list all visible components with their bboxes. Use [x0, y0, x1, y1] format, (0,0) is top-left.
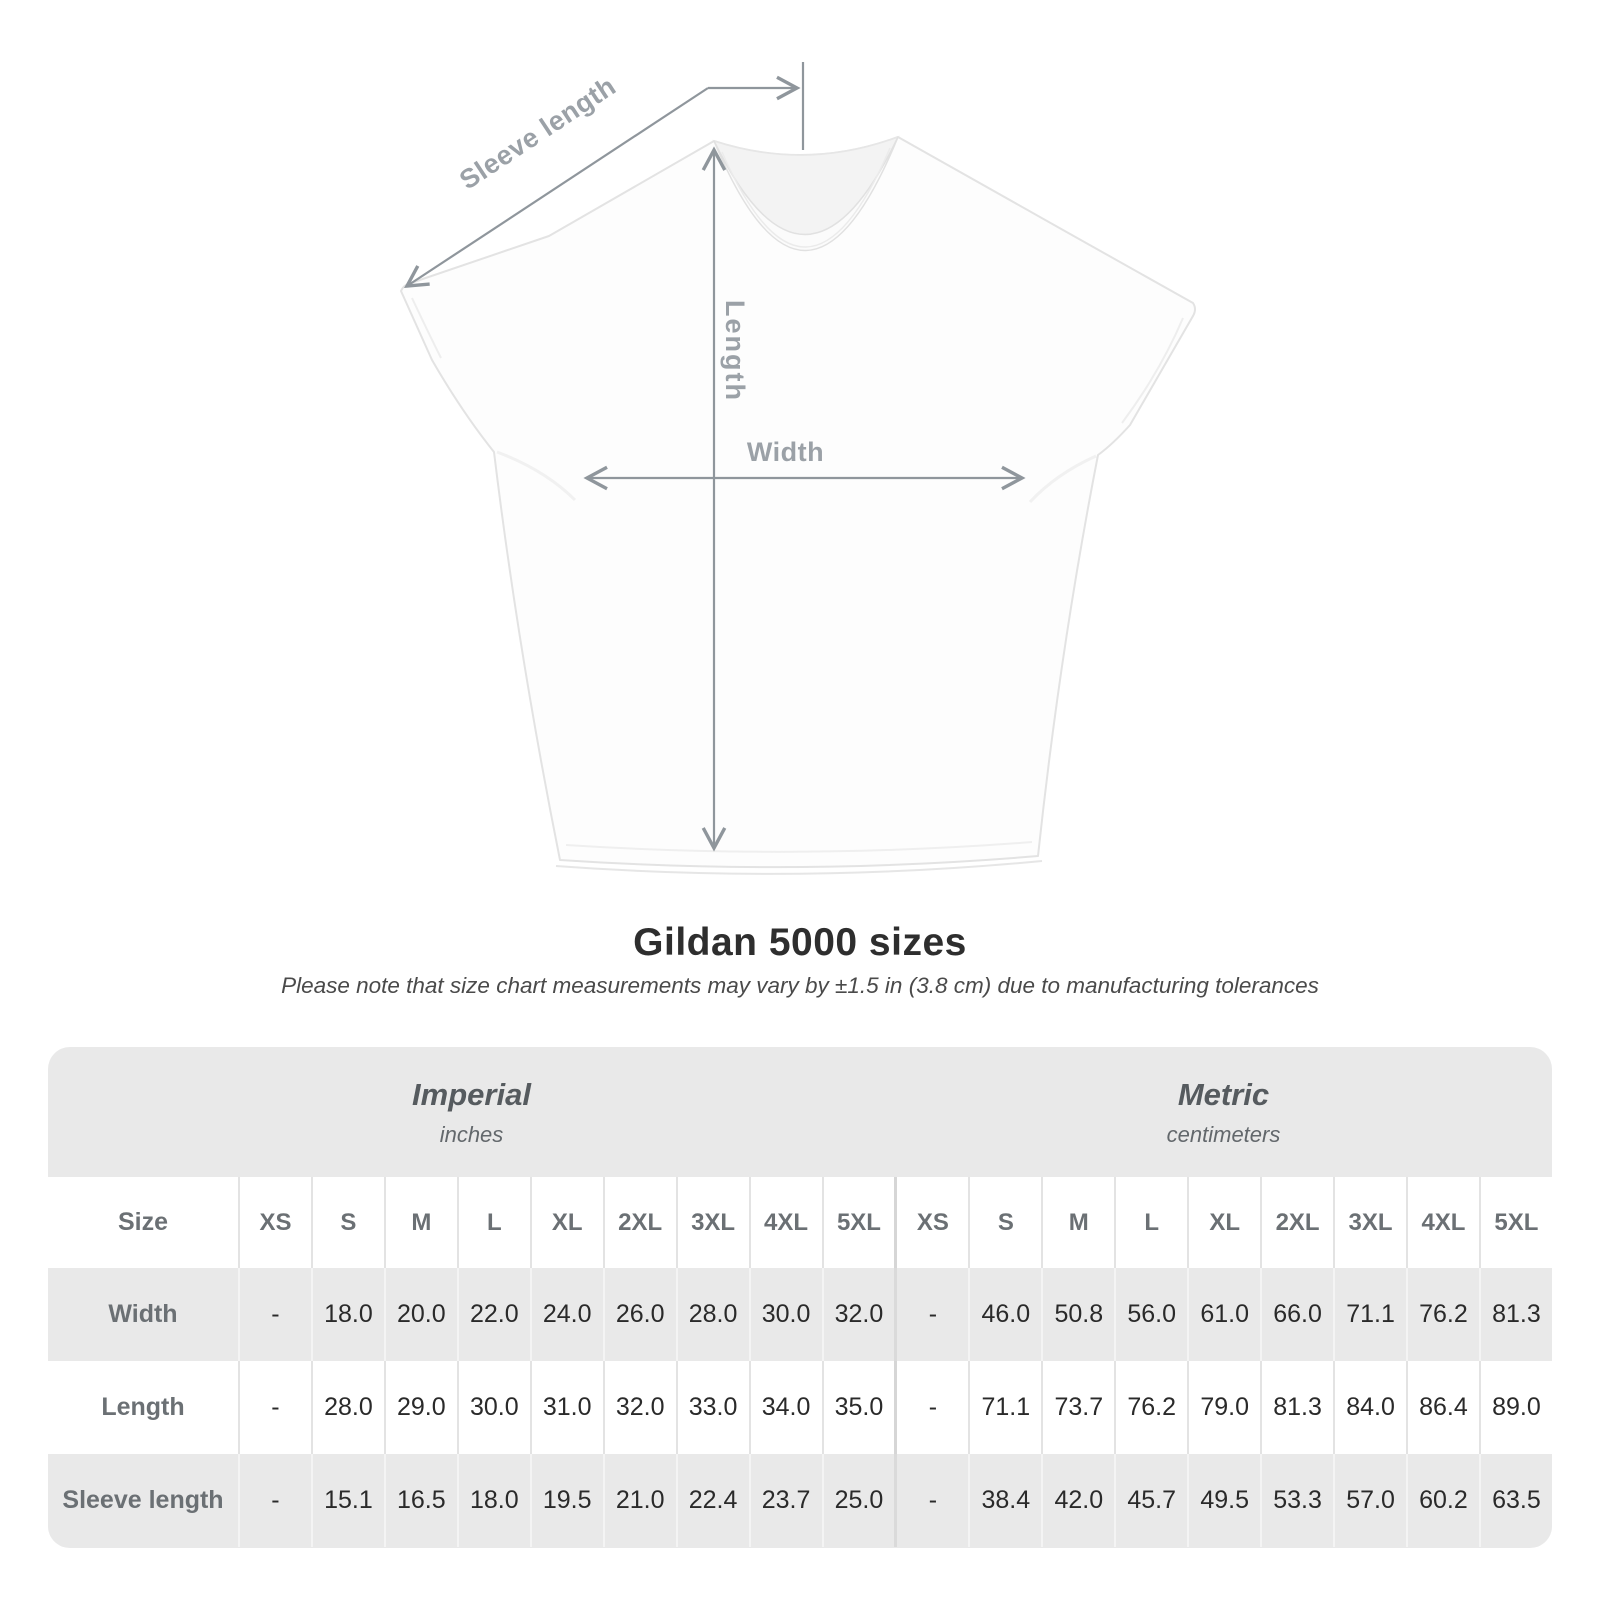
size-column-header: XS — [238, 1177, 311, 1268]
value-cell: 81.3 — [1260, 1361, 1333, 1454]
value-cell: - — [238, 1454, 311, 1547]
value-cell: 53.3 — [1260, 1454, 1333, 1547]
value-cell: 61.0 — [1187, 1268, 1260, 1361]
size-column-header: L — [457, 1177, 530, 1268]
page-title: Gildan 5000 sizes — [633, 921, 967, 964]
value-cell: 31.0 — [530, 1361, 603, 1454]
value-cell: 24.0 — [530, 1268, 603, 1361]
value-cell: 16.5 — [384, 1454, 457, 1547]
size-column-header: XS — [894, 1177, 968, 1268]
table-row-length — [48, 1361, 1552, 1454]
size-column-header: S — [968, 1177, 1041, 1268]
unit-header-band — [48, 1047, 1552, 1177]
tolerance-note: Please note that size chart measurements may vary by ±1.5 in (3.8 cm) due to manufacturing tolerances — [281, 973, 1319, 998]
size-column-header: L — [1114, 1177, 1187, 1268]
value-cell: 32.0 — [822, 1268, 895, 1361]
size-column-header: 5XL — [1479, 1177, 1552, 1268]
value-cell: 33.0 — [676, 1361, 749, 1454]
size-column-header: 5XL — [822, 1177, 895, 1268]
value-cell: 30.0 — [457, 1361, 530, 1454]
unit-group-imperial — [48, 1047, 895, 1177]
size-column-header: S — [311, 1177, 384, 1268]
value-cell: - — [894, 1454, 968, 1547]
size-column-header: 4XL — [1406, 1177, 1479, 1268]
unit-group-metric — [895, 1047, 1552, 1177]
size-header-row — [48, 1177, 1552, 1268]
sleeve-length-label: Sleeve length — [454, 70, 622, 196]
width-label: Width — [746, 437, 825, 467]
value-cell: 71.1 — [968, 1361, 1041, 1454]
table-row-sleeve-length — [48, 1454, 1552, 1547]
value-cell: 20.0 — [384, 1268, 457, 1361]
value-cell: 26.0 — [603, 1268, 676, 1361]
size-table — [48, 1047, 1552, 1548]
value-cell: 76.2 — [1114, 1361, 1187, 1454]
table-row-width — [48, 1268, 1552, 1361]
value-cell: 56.0 — [1114, 1268, 1187, 1361]
value-cell: 76.2 — [1406, 1268, 1479, 1361]
value-cell: 45.7 — [1114, 1454, 1187, 1547]
value-cell: 57.0 — [1333, 1454, 1406, 1547]
length-label: Length — [720, 300, 750, 402]
value-cell: 73.7 — [1041, 1361, 1114, 1454]
value-cell: 19.5 — [530, 1454, 603, 1547]
metric-sublabel: centimeters — [1166, 1121, 1281, 1147]
value-cell: 71.1 — [1333, 1268, 1406, 1361]
size-column-header: 2XL — [603, 1177, 676, 1268]
value-cell: 30.0 — [749, 1268, 822, 1361]
size-header: Size — [117, 1208, 169, 1236]
value-cell: 84.0 — [1333, 1361, 1406, 1454]
value-cell: 35.0 — [822, 1361, 895, 1454]
value-cell: 34.0 — [749, 1361, 822, 1454]
value-cell: 28.0 — [311, 1361, 384, 1454]
value-cell: 66.0 — [1260, 1268, 1333, 1361]
value-cell: 28.0 — [676, 1268, 749, 1361]
size-column-header: 3XL — [1333, 1177, 1406, 1268]
imperial-label: Imperial — [412, 1076, 531, 1112]
row-label: Width — [108, 1300, 178, 1328]
value-cell: 60.2 — [1406, 1454, 1479, 1547]
value-cell: 22.0 — [457, 1268, 530, 1361]
size-column-header: M — [384, 1177, 457, 1268]
tshirt-silhouette — [401, 137, 1195, 874]
metric-label: Metric — [1177, 1076, 1270, 1112]
value-cell: 79.0 — [1187, 1361, 1260, 1454]
size-column-header: M — [1041, 1177, 1114, 1268]
imperial-sublabel: inches — [439, 1121, 504, 1147]
value-cell: 18.0 — [457, 1454, 530, 1547]
size-column-header: 2XL — [1260, 1177, 1333, 1268]
value-cell: 23.7 — [749, 1454, 822, 1547]
row-label: Sleeve length — [62, 1486, 224, 1514]
value-cell: 18.0 — [311, 1268, 384, 1361]
value-cell: 89.0 — [1479, 1361, 1552, 1454]
size-column-header: XL — [1187, 1177, 1260, 1268]
value-cell: 15.1 — [311, 1454, 384, 1547]
row-label: Length — [101, 1393, 185, 1421]
value-cell: 42.0 — [1041, 1454, 1114, 1547]
value-cell: - — [238, 1268, 311, 1361]
value-cell: 49.5 — [1187, 1454, 1260, 1547]
value-cell: 46.0 — [968, 1268, 1041, 1361]
value-cell: 21.0 — [603, 1454, 676, 1547]
value-cell: 32.0 — [603, 1361, 676, 1454]
value-cell: 81.3 — [1479, 1268, 1552, 1361]
size-column-header: 3XL — [676, 1177, 749, 1268]
value-cell: - — [894, 1361, 968, 1454]
value-cell: 86.4 — [1406, 1361, 1479, 1454]
value-cell: - — [238, 1361, 311, 1454]
size-column-header: XL — [530, 1177, 603, 1268]
value-cell: 63.5 — [1479, 1454, 1552, 1547]
value-cell: 25.0 — [822, 1454, 895, 1547]
value-cell: 22.4 — [676, 1454, 749, 1547]
value-cell: 29.0 — [384, 1361, 457, 1454]
value-cell: - — [894, 1268, 968, 1361]
value-cell: 38.4 — [968, 1454, 1041, 1547]
size-column-header: 4XL — [749, 1177, 822, 1268]
value-cell: 50.8 — [1041, 1268, 1114, 1361]
